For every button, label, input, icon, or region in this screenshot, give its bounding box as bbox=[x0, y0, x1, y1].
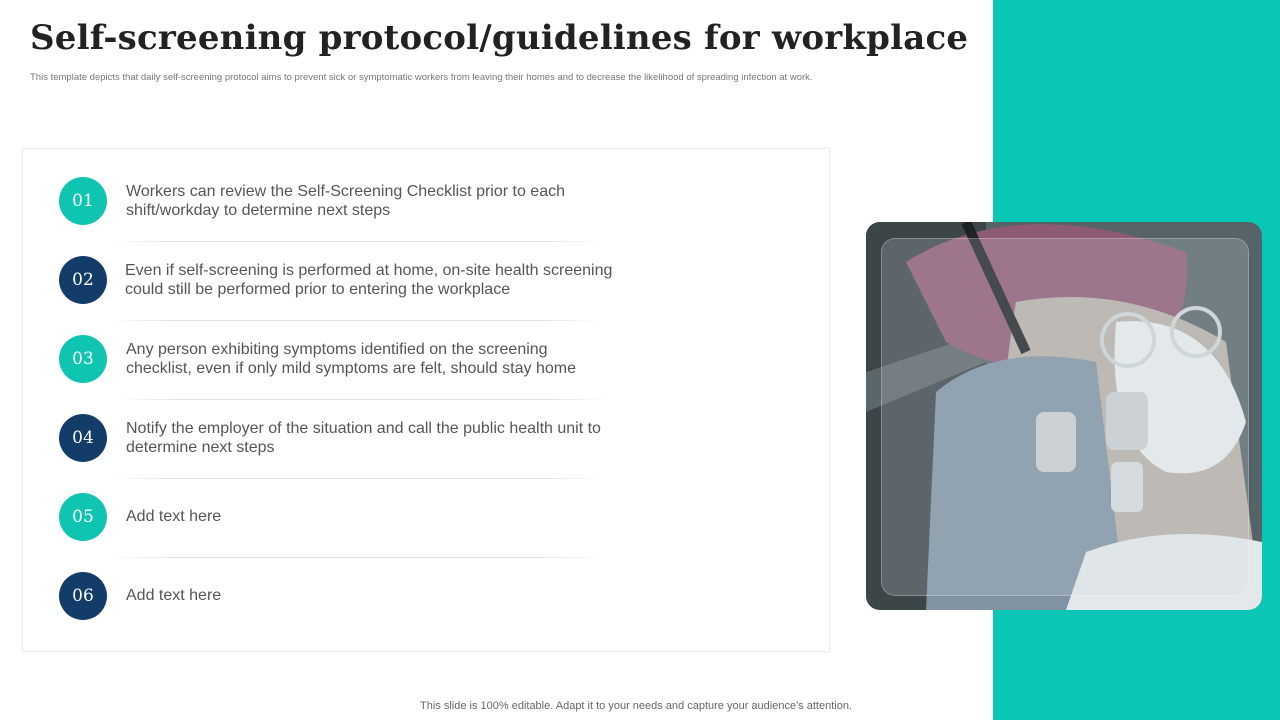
slide-subtitle: This template depicts that daily self-screening protocol aims to prevent sick or symptomatic workers from leaving their homes and to decrease the likelihood of spreading infection at work. bbox=[30, 72, 813, 83]
item-text: Even if self-screening is performed at home, on-site health screening could still be performed prior to entering the workplace bbox=[125, 261, 613, 298]
protocol-item-03 bbox=[23, 307, 829, 386]
surgeon-photo bbox=[866, 222, 1262, 610]
number-badge: 05 bbox=[59, 493, 107, 541]
protocol-item-04 bbox=[23, 386, 829, 465]
number-badge: 03 bbox=[59, 335, 107, 383]
number-badge: 01 bbox=[59, 177, 107, 225]
item-text: Add text here bbox=[126, 587, 222, 605]
slide-title: Self-screening protocol/guidelines for workplace bbox=[30, 18, 969, 58]
number-badge: 06 bbox=[59, 572, 107, 620]
slide-footer: This slide is 100% editable. Adapt it to your needs and capture your audience's attention. bbox=[420, 700, 852, 712]
number-badge: 04 bbox=[59, 414, 107, 462]
item-text: Any person exhibiting symptoms identified on the screening checklist, even if only mild symptoms are felt, should stay home bbox=[126, 340, 576, 377]
protocol-item-02 bbox=[23, 228, 829, 307]
protocol-card bbox=[22, 148, 830, 652]
item-text: Add text here bbox=[126, 508, 222, 526]
protocol-item-01 bbox=[23, 149, 829, 228]
protocol-item-06 bbox=[23, 544, 829, 623]
number-badge: 02 bbox=[59, 256, 107, 304]
protocol-item-05 bbox=[23, 465, 829, 544]
item-text: Workers can review the Self-Screening Checklist prior to each shift/workday to determine next steps bbox=[126, 182, 565, 219]
photo-frame-overlay bbox=[881, 238, 1249, 596]
item-text: Notify the employer of the situation and call the public health unit to determine next steps bbox=[126, 419, 601, 456]
